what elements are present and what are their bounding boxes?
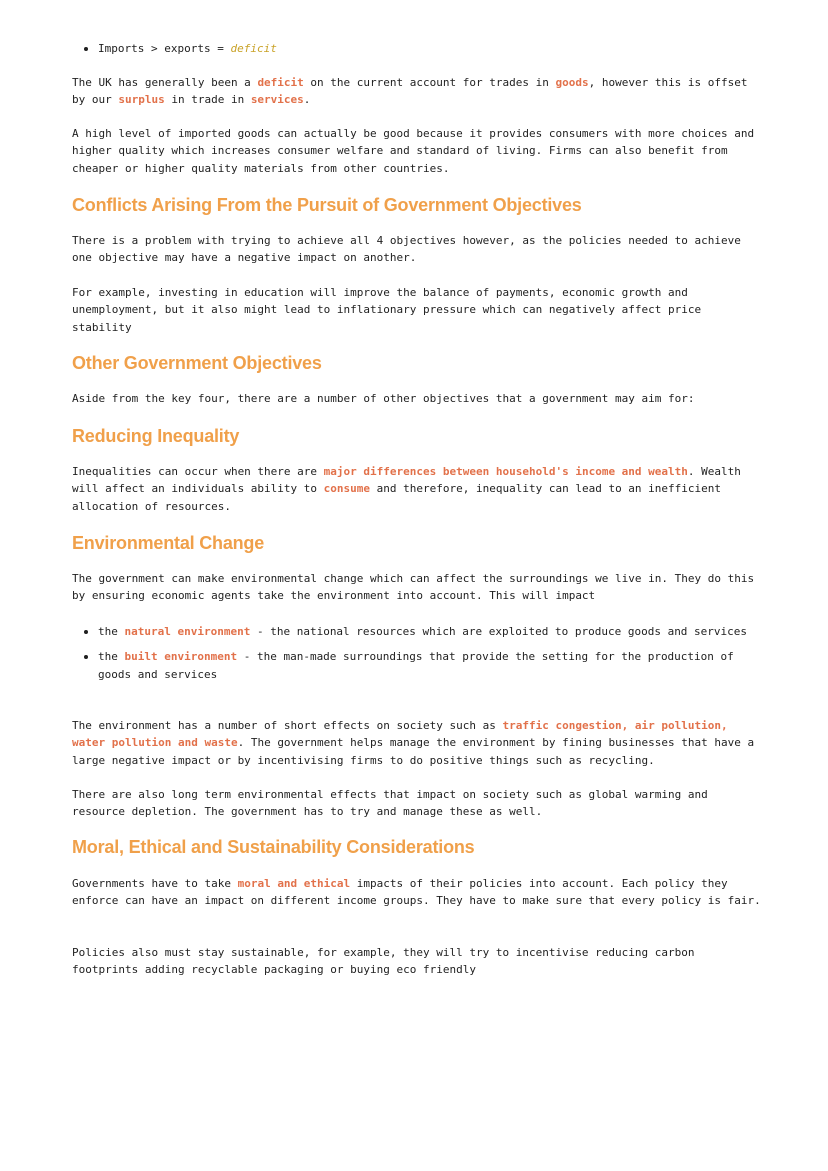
- environment-intro: The government can make environmental change which can affect the surroundings we live in. They do this by ensuring economic agents take the environment into account. This will impact: [72, 572, 755, 603]
- imports-exports-list: [72, 40, 762, 57]
- highlight-surplus: surplus: [118, 93, 165, 107]
- text-run: - the man-made surroundings that provide the setting for the production of goods and services: [98, 650, 734, 681]
- text-run: Inequalities can occur when there are: [72, 465, 324, 478]
- highlight-consume: consume: [323, 482, 371, 496]
- list-item-natural: [72, 623, 762, 640]
- highlight-differences: major differences between household's income and wealth: [323, 465, 688, 478]
- moral-paragraph-2: Policies also must stay sustainable, for example, they will try to incentivise reducing carbon footprints adding recyclable packaging or buying eco friendly: [72, 946, 695, 977]
- highlight-goods: goods: [555, 76, 589, 89]
- text-run: , however this is offset by our: [72, 76, 748, 107]
- text-run: . The government helps manage the environment by fining businesses that have a large negative impact or by incentivising firms to do positive things such as recycling.: [72, 736, 755, 767]
- environment-heading: Environmental Change: [72, 533, 265, 553]
- list-item: [72, 40, 762, 57]
- text-run: in trade in: [164, 93, 251, 107]
- other-objectives-heading: Other Government Objectives: [72, 353, 322, 373]
- text-run: impacts of their policies into account. Each policy they enforce can have an impact on different income groups. They have to make sure that every policy is fair.: [72, 877, 761, 908]
- uk-trade-paragraph: [72, 74, 762, 109]
- text-run: The environment has a number of short effects on society such as: [72, 719, 503, 732]
- other-objectives-paragraph: Aside from the key four, there are a number of other objectives that a government may aim for:: [72, 392, 695, 405]
- conflicts-heading: Conflicts Arising From the Pursuit of Government Objectives: [72, 195, 582, 215]
- moral-paragraph-1: [72, 875, 762, 910]
- conflicts-paragraph-2: For example, investing in education will improve the balance of payments, economic growth and unemployment, but it also might lead to inflationary pressure which can negatively affect price stability: [72, 286, 702, 334]
- highlight-natural-environment: natural environment: [124, 625, 251, 638]
- short-effects-paragraph: [72, 717, 762, 769]
- bullet-text: Imports > exports =: [98, 42, 231, 55]
- inequality-paragraph: [72, 463, 762, 515]
- environment-list: [72, 623, 762, 683]
- highlight-deficit: deficit: [257, 76, 304, 89]
- text-run: the: [98, 625, 125, 638]
- highlight-built-environment: built environment: [124, 650, 238, 664]
- text-run: on the current account for trades in: [303, 76, 556, 89]
- text-run: Governments have to take: [72, 877, 238, 890]
- deficit-emphasis: deficit: [230, 42, 277, 55]
- conflicts-paragraph-1: There is a problem with trying to achieve all 4 objectives however, as the policies needed to achieve one objective may have a negative impact on another.: [72, 234, 741, 265]
- list-item-built: [72, 648, 762, 683]
- text-run: - the national resources which are exploited to produce goods and services: [250, 625, 748, 638]
- highlight-short-effects: traffic congestion, air pollution, water pollution and waste: [72, 719, 728, 750]
- highlight-moral-ethical: moral and ethical: [237, 877, 351, 890]
- highlight-services: services: [250, 93, 304, 107]
- text-run: .: [303, 93, 311, 107]
- text-run: The UK has generally been a: [72, 76, 258, 89]
- text-run: . Wealth will affect an individuals ability to: [72, 465, 741, 496]
- text-run: the: [98, 650, 125, 664]
- inequality-heading: Reducing Inequality: [72, 426, 240, 446]
- imported-goods-paragraph: A high level of imported goods can actually be good because it provides consumers with more choices and higher quality which increases consumer welfare and standard of living. Firms can also benefit from cheaper or higher quality materials from other countries.: [72, 127, 755, 175]
- moral-heading: Moral, Ethical and Sustainability Considerations: [72, 837, 475, 857]
- text-run: and therefore, inequality can lead to an inefficient allocation of resources.: [72, 482, 722, 513]
- long-effects-paragraph: There are also long term environmental effects that impact on society such as global warming and resource depletion. The government has to try and manage these as well.: [72, 788, 708, 819]
